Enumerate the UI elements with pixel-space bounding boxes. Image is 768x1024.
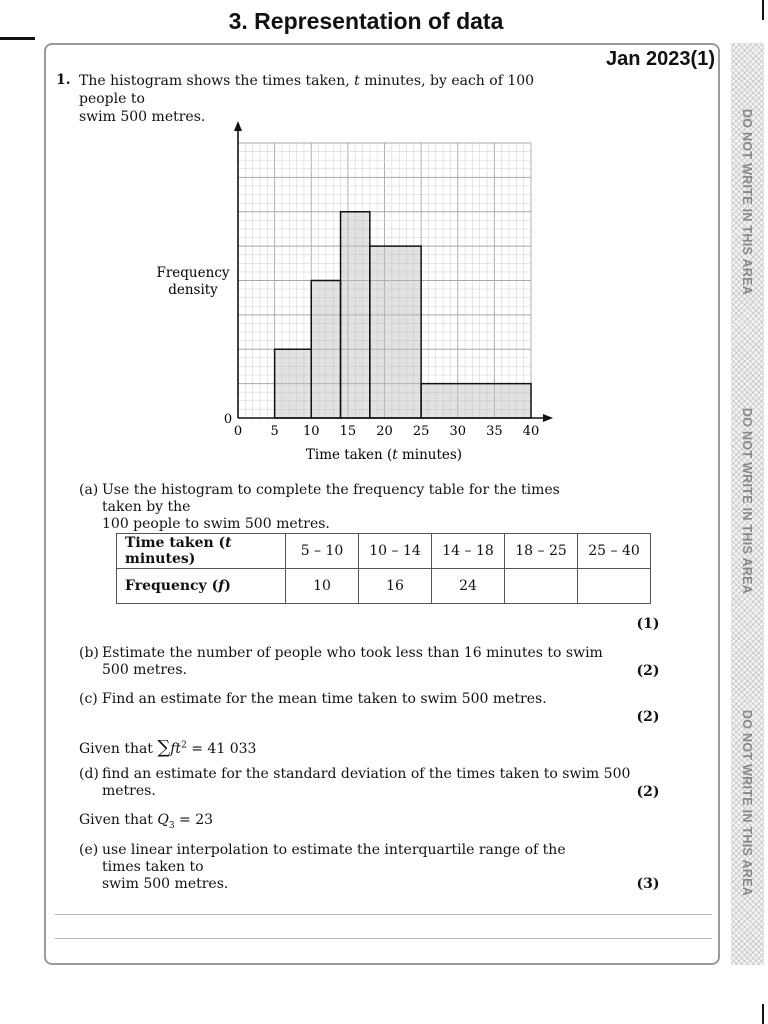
table-interval: 25 – 40 — [578, 534, 651, 569]
table-interval: 5 – 10 — [286, 534, 359, 569]
table-header-time: Time taken (t minutes) — [117, 534, 286, 569]
margin-warning: DO NOT WRITE IN THIS AREA — [740, 709, 754, 897]
table-frequency-cell-blank[interactable] — [578, 569, 651, 604]
crop-mark — [762, 0, 764, 20]
part-d-text: find an estimate for the standard deviation of the times taken to swim 500 metres. — [102, 766, 631, 799]
table-header-frequency: Frequency (f) — [117, 569, 286, 604]
x-tick-labels — [234, 424, 539, 439]
part-a-marks: (1) — [636, 616, 660, 632]
exam-reference: Jan 2023(1) — [606, 48, 715, 70]
part-b-text: Estimate the number of people who took less than 16 minutes to swim 500 metres. — [102, 645, 603, 678]
table-frequency-cell: 10 — [286, 569, 359, 604]
x-tick-label: 30 — [449, 424, 467, 439]
part-e-label: (e) — [79, 842, 99, 858]
x-tick-label: 40 — [522, 424, 540, 439]
x-tick-label: 5 — [270, 424, 279, 439]
y-axis-label-line1: Frequency — [156, 265, 230, 281]
table-interval: 14 – 18 — [432, 534, 505, 569]
part-c-label: (c) — [79, 691, 98, 707]
given-q3: Given that $Q_3 = 23$ — [79, 812, 214, 831]
table-frequency-cell: 24 — [432, 569, 505, 604]
given-sum-ft2: Given that $\sum ft^2 = 41$ 033 — [79, 737, 257, 758]
table-frequency-cell-blank[interactable] — [505, 569, 578, 604]
histogram-bar — [421, 384, 531, 418]
part-b-marks: (2) — [636, 663, 660, 679]
question-number: 1. — [56, 72, 71, 88]
part-c-marks: (2) — [636, 709, 660, 725]
part-a-text: Use the histogram to complete the frequency table for the times taken by the 100 people to swim 500 metres. — [102, 482, 560, 532]
table-frequency-cell: 16 — [359, 569, 432, 604]
part-b-label: (b) — [79, 645, 99, 661]
crop-mark — [762, 1004, 764, 1024]
x-tick-label: 10 — [302, 424, 320, 439]
section-rule — [0, 37, 35, 40]
histogram-bar — [341, 212, 370, 418]
table-interval: 10 – 14 — [359, 534, 432, 569]
y-axis-arrow — [234, 121, 242, 131]
table-row — [117, 534, 651, 569]
margin-warning: DO NOT WRITE IN THIS AREA — [740, 108, 754, 296]
chapter-title: 3. Representation of data — [228, 8, 504, 34]
question-intro: The histogram shows the times taken, t minutes, by each of 100 people to swim 500 metres. — [79, 73, 535, 125]
table-row — [117, 569, 651, 604]
margin-warning: DO NOT WRITE IN THIS AREA — [740, 407, 754, 595]
part-d-marks: (2) — [636, 784, 660, 800]
answer-line[interactable] — [55, 914, 712, 915]
histogram-chart — [140, 115, 570, 470]
part-c-text: Find an estimate for the mean time taken to swim 500 metres. — [102, 691, 547, 707]
x-tick-label: 15 — [339, 424, 357, 439]
x-tick-label: 0 — [233, 424, 243, 439]
answer-line[interactable] — [55, 938, 712, 939]
part-e-text: use linear interpolation to estimate the interquartile range of the times taken to swim 500 metres. — [102, 842, 566, 892]
x-axis-arrow — [543, 414, 553, 422]
part-a-label: (a) — [79, 482, 99, 498]
y-axis-label-line2: density — [168, 282, 218, 298]
y-zero-label: 0 — [223, 412, 233, 427]
x-tick-label: 25 — [412, 424, 430, 439]
histogram-bar — [370, 246, 421, 418]
x-tick-label: 35 — [486, 424, 503, 439]
x-axis-label: Time taken (t minutes) — [305, 447, 463, 463]
part-e-marks: (3) — [636, 876, 660, 892]
histogram-bar — [275, 349, 312, 418]
table-interval: 18 – 25 — [505, 534, 578, 569]
part-d-label: (d) — [79, 766, 99, 782]
frequency-table — [116, 533, 651, 604]
x-tick-label: 20 — [376, 424, 393, 439]
histogram-bar — [311, 281, 340, 419]
